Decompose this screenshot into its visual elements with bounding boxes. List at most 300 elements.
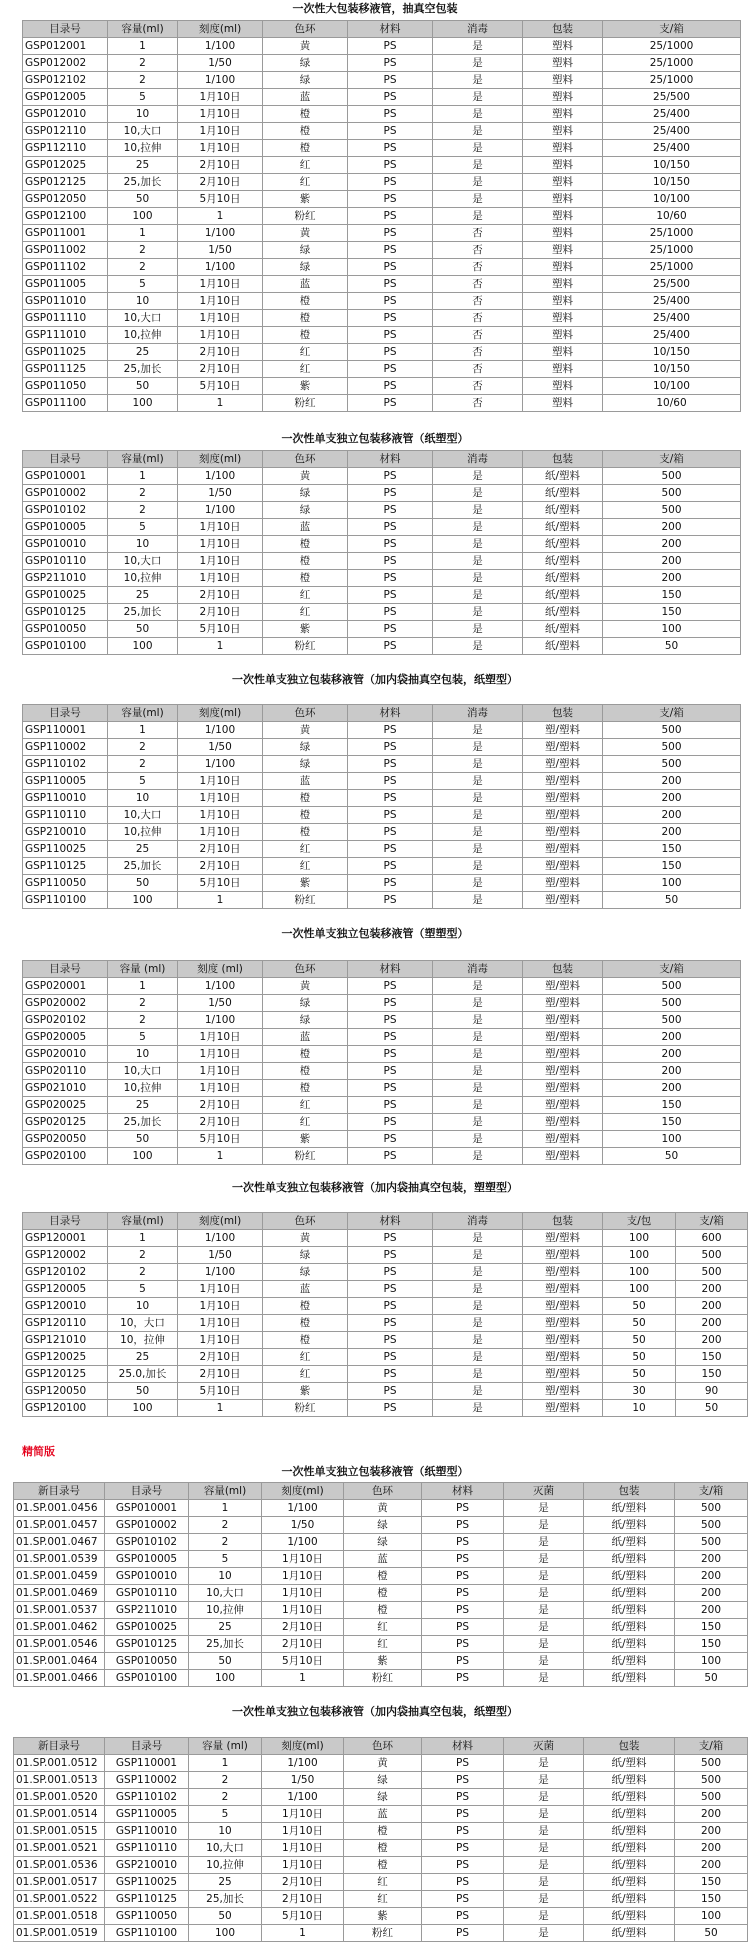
table-row (23, 1247, 748, 1264)
table-cell: PS (348, 773, 433, 790)
table-row (23, 519, 741, 536)
table-cell: 塑/塑料 (523, 1264, 603, 1281)
table-cell: 是 (433, 1400, 523, 1417)
table-cell: 200 (676, 1315, 748, 1332)
table-cell: 1月10日 (178, 1298, 263, 1315)
table-cell: 是 (433, 790, 523, 807)
table-cell: GSP012010 (23, 106, 108, 123)
section-title: 一次性单支独立包装移液管（加内袋抽真空包装，纸塑型） (232, 1705, 518, 1718)
table-cell: 1月10日 (178, 790, 263, 807)
table-cell: 红 (344, 1874, 422, 1891)
table-cell: PS (348, 536, 433, 553)
table-cell: 红 (263, 1366, 348, 1383)
table-cell: 纸/塑料 (584, 1568, 675, 1585)
table-row (23, 1332, 748, 1349)
table-cell: 150 (603, 841, 741, 858)
section-title: 一次性单支独立包装移液管（纸塑型） (281, 1465, 469, 1478)
table-cell: 橙 (263, 140, 348, 157)
table-cell: 1月10日 (178, 570, 263, 587)
table-cell: 25/400 (603, 310, 741, 327)
table-cell: 红 (263, 344, 348, 361)
table-cell: 塑料 (523, 174, 603, 191)
table-cell: 是 (504, 1874, 584, 1891)
table-cell: 塑/塑料 (523, 1281, 603, 1298)
table-cell: 否 (433, 310, 523, 327)
table-cell: 2 (108, 1247, 178, 1264)
table-cell: 10,拉伸 (189, 1857, 262, 1874)
table-cell: 10 (108, 1046, 178, 1063)
table-row (23, 55, 741, 72)
table-cell: 是 (433, 621, 523, 638)
table-cell: 否 (433, 276, 523, 293)
column-header: 目录号 (23, 705, 108, 722)
table-cell: 粉红 (263, 1148, 348, 1165)
table-cell: 500 (603, 1012, 741, 1029)
table-cell: 纸/塑料 (584, 1891, 675, 1908)
table-cell: GSP011100 (23, 395, 108, 412)
table-cell: 1 (108, 225, 178, 242)
table-cell: 200 (675, 1585, 748, 1602)
table-cell: 是 (433, 1097, 523, 1114)
column-header: 刻度(ml) (178, 1213, 263, 1230)
table-cell: 1/100 (178, 1264, 263, 1281)
table-row (14, 1500, 748, 1517)
table-row (23, 1080, 741, 1097)
table-row (23, 824, 741, 841)
table-cell: 01.SP.001.0512 (14, 1755, 105, 1772)
table-cell: 1 (178, 1148, 263, 1165)
table-row (23, 1383, 748, 1400)
table-cell: 5月10日 (262, 1653, 344, 1670)
table-cell: 是 (504, 1619, 584, 1636)
table-cell: 否 (433, 293, 523, 310)
table-cell: GSP011025 (23, 344, 108, 361)
table-cell: 1/50 (178, 55, 263, 72)
table-cell: 纸/塑料 (584, 1551, 675, 1568)
table-cell: 纸/塑料 (523, 570, 603, 587)
table-cell: 200 (675, 1840, 748, 1857)
table-cell: PS (422, 1823, 504, 1840)
table-cell: 纸/塑料 (523, 519, 603, 536)
table-row (23, 553, 741, 570)
table-row (23, 739, 741, 756)
column-header: 支/箱 (675, 1483, 748, 1500)
table-cell: 500 (675, 1772, 748, 1789)
table-row (14, 1636, 748, 1653)
table-cell: 500 (676, 1247, 748, 1264)
table-cell: 塑料 (523, 72, 603, 89)
table-row (23, 123, 741, 140)
table-row (14, 1857, 748, 1874)
table-cell: PS (348, 553, 433, 570)
table-cell: GSP020010 (23, 1046, 108, 1063)
table-row (14, 1619, 748, 1636)
table-cell: GSP011005 (23, 276, 108, 293)
table-cell: 10,拉伸 (108, 570, 178, 587)
table-cell: GSP011010 (23, 293, 108, 310)
table-cell: 塑/塑料 (523, 1315, 603, 1332)
table-cell: 橙 (263, 310, 348, 327)
table-cell: 塑料 (523, 378, 603, 395)
table-row (14, 1823, 748, 1840)
table-cell: 是 (433, 1349, 523, 1366)
table-cell: 10,大口 (108, 310, 178, 327)
table-cell: 10/150 (603, 174, 741, 191)
table-cell: 1/100 (178, 225, 263, 242)
table-cell: 塑料 (523, 327, 603, 344)
table-cell: 是 (433, 1063, 523, 1080)
table-cell: 塑/塑料 (523, 824, 603, 841)
table-cell: 10 (108, 536, 178, 553)
table-cell: GSP111010 (23, 327, 108, 344)
table-cell: 纸/塑料 (584, 1755, 675, 1772)
table-cell: 2月10日 (178, 587, 263, 604)
column-header: 材料 (348, 961, 433, 978)
table-cell: PS (348, 1383, 433, 1400)
table-cell: 500 (603, 485, 741, 502)
table-cell: 蓝 (263, 276, 348, 293)
table-cell: 150 (675, 1619, 748, 1636)
table-cell: 1 (108, 978, 178, 995)
table-cell: 紫 (263, 378, 348, 395)
table-cell: 5 (108, 89, 178, 106)
table-cell: PS (348, 123, 433, 140)
table-cell: 200 (603, 553, 741, 570)
table-cell: GSP120005 (23, 1281, 108, 1298)
table-cell: 500 (603, 722, 741, 739)
table-cell: 150 (603, 858, 741, 875)
table-cell: 橙 (263, 790, 348, 807)
catalog-table (22, 1212, 748, 1417)
table-cell: 橙 (263, 1063, 348, 1080)
table-cell: 1月10日 (178, 1332, 263, 1349)
table-cell: 25/1000 (603, 38, 741, 55)
table-cell: PS (422, 1840, 504, 1857)
table-cell: 1月10日 (178, 536, 263, 553)
table-cell: 25/1000 (603, 55, 741, 72)
table-cell: 2月10日 (262, 1619, 344, 1636)
column-header: 支/箱 (603, 961, 741, 978)
table-cell: PS (422, 1806, 504, 1823)
table-header-row (23, 705, 741, 722)
table-cell: 50 (603, 1315, 676, 1332)
table-cell: GSP010125 (23, 604, 108, 621)
table-cell: 是 (433, 72, 523, 89)
table-cell: 1月10日 (178, 293, 263, 310)
table-row (14, 1840, 748, 1857)
table-cell: 否 (433, 395, 523, 412)
table-cell: 10 (108, 1298, 178, 1315)
table-row (14, 1568, 748, 1585)
column-header: 色环 (263, 705, 348, 722)
table-cell: 150 (675, 1891, 748, 1908)
table-cell: 橙 (344, 1585, 422, 1602)
table-cell: 橙 (263, 1332, 348, 1349)
table-cell: 橙 (263, 1315, 348, 1332)
table-cell: GSP211010 (23, 570, 108, 587)
table-row (23, 1148, 741, 1165)
table-cell: 蓝 (263, 1281, 348, 1298)
table-cell: 塑/塑料 (523, 1114, 603, 1131)
table-cell: PS (422, 1602, 504, 1619)
table-cell: PS (348, 1332, 433, 1349)
table-cell: 150 (675, 1874, 748, 1891)
table-cell: 5月10日 (178, 191, 263, 208)
table-cell: 是 (433, 739, 523, 756)
table-cell: 200 (603, 824, 741, 841)
table-cell: PS (348, 978, 433, 995)
table-cell: PS (348, 1029, 433, 1046)
table-cell: 纸/塑料 (523, 604, 603, 621)
table-cell: 塑/塑料 (523, 1247, 603, 1264)
table-cell: 10,大口 (189, 1840, 262, 1857)
table-cell: 200 (675, 1568, 748, 1585)
table-cell: 1月10日 (178, 310, 263, 327)
table-cell: GSP012001 (23, 38, 108, 55)
table-cell: 100 (675, 1908, 748, 1925)
table-cell: 1 (178, 638, 263, 655)
table-cell: 1/100 (178, 756, 263, 773)
table-cell: GSP011050 (23, 378, 108, 395)
column-header: 刻度 (ml) (178, 961, 263, 978)
table-cell: 10/150 (603, 157, 741, 174)
table-cell: 1月10日 (178, 140, 263, 157)
table-cell: PS (348, 604, 433, 621)
column-header: 目录号 (105, 1738, 189, 1755)
table-cell: 是 (433, 858, 523, 875)
table-cell: 塑/塑料 (523, 1063, 603, 1080)
table-cell: 黄 (344, 1755, 422, 1772)
table-cell: 塑料 (523, 361, 603, 378)
table-cell: 橙 (344, 1840, 422, 1857)
table-cell: 是 (433, 892, 523, 909)
table-cell: 纸/塑料 (584, 1908, 675, 1925)
table-cell: PS (348, 1063, 433, 1080)
table-cell: PS (348, 1114, 433, 1131)
table-cell: 塑/塑料 (523, 1383, 603, 1400)
table-cell: 200 (676, 1281, 748, 1298)
table-cell: 纸/塑料 (584, 1619, 675, 1636)
table-cell: 1 (178, 208, 263, 225)
table-row (14, 1806, 748, 1823)
table-cell: 蓝 (263, 519, 348, 536)
column-header: 包装 (584, 1738, 675, 1755)
table-cell: 25/1000 (603, 242, 741, 259)
table-cell: PS (348, 191, 433, 208)
table-row (23, 1281, 748, 1298)
table-header-row (23, 1213, 748, 1230)
table-cell: 塑/塑料 (523, 756, 603, 773)
table-cell: 2 (189, 1789, 262, 1806)
table-cell: 1/50 (262, 1517, 344, 1534)
table-cell: 1/100 (178, 978, 263, 995)
table-cell: 是 (433, 638, 523, 655)
table-cell: PS (348, 38, 433, 55)
table-cell: 10,大口 (108, 123, 178, 140)
table-cell: 50 (675, 1670, 748, 1687)
table-cell: 1月10日 (262, 1857, 344, 1874)
table-row (23, 858, 741, 875)
table-cell: 塑/塑料 (523, 1029, 603, 1046)
table-cell: 10,大口 (108, 553, 178, 570)
table-cell: 绿 (263, 1247, 348, 1264)
table-cell: 蓝 (263, 89, 348, 106)
table-cell: 01.SP.001.0517 (14, 1874, 105, 1891)
table-cell: 2 (108, 55, 178, 72)
table-cell: 1/100 (262, 1755, 344, 1772)
table-cell: 1 (108, 722, 178, 739)
column-header: 目录号 (23, 451, 108, 468)
table-cell: 橙 (344, 1602, 422, 1619)
table-cell: 红 (263, 1114, 348, 1131)
table-cell: 1/100 (178, 1230, 263, 1247)
column-header: 目录号 (105, 1483, 189, 1500)
table-cell: 10 (108, 106, 178, 123)
table-cell: 10,大口 (108, 1063, 178, 1080)
table-cell: 绿 (344, 1534, 422, 1551)
table-cell: 橙 (344, 1857, 422, 1874)
table-row (23, 638, 741, 655)
table-cell: 200 (603, 773, 741, 790)
table-cell: 塑料 (523, 38, 603, 55)
table-cell: 塑/塑料 (523, 1332, 603, 1349)
table-cell: GSP120110 (23, 1315, 108, 1332)
section-title: 一次性单支独立包装移液管（加内袋抽真空包装，纸塑型） (232, 673, 518, 686)
table-cell: 1/50 (178, 1247, 263, 1264)
table-cell: GSP010100 (23, 638, 108, 655)
table-cell: PS (422, 1517, 504, 1534)
column-header: 目录号 (23, 1213, 108, 1230)
table-cell: 2 (108, 502, 178, 519)
table-cell: GSP011125 (23, 361, 108, 378)
table-cell: GSP110102 (105, 1789, 189, 1806)
table-cell: 是 (504, 1908, 584, 1925)
table-cell: 200 (676, 1332, 748, 1349)
column-header: 容量(ml) (108, 451, 178, 468)
table-cell: PS (348, 242, 433, 259)
table-cell: PS (348, 1080, 433, 1097)
table-cell: 塑/塑料 (523, 790, 603, 807)
table-row (23, 208, 741, 225)
column-header: 支/箱 (675, 1738, 748, 1755)
table-cell: 5 (189, 1806, 262, 1823)
table-cell: GSP110010 (105, 1823, 189, 1840)
table-cell: 1/100 (262, 1789, 344, 1806)
table-cell: 01.SP.001.0546 (14, 1636, 105, 1653)
table-cell: GSP110005 (105, 1806, 189, 1823)
table-cell: 1月10日 (178, 1315, 263, 1332)
table-cell: 100 (189, 1925, 262, 1942)
table-cell: 2 (108, 242, 178, 259)
table-cell: 是 (433, 106, 523, 123)
table-cell: PS (348, 1230, 433, 1247)
column-header: 支/箱 (603, 705, 741, 722)
table-cell: 10，大口 (108, 1315, 178, 1332)
table-row (14, 1755, 748, 1772)
column-header: 材料 (422, 1483, 504, 1500)
table-cell: 绿 (263, 502, 348, 519)
table-cell: 1 (108, 468, 178, 485)
table-cell: 红 (344, 1619, 422, 1636)
table-cell: 01.SP.001.0467 (14, 1534, 105, 1551)
table-cell: GSP010001 (23, 468, 108, 485)
column-header: 容量 (ml) (108, 961, 178, 978)
table-row (14, 1585, 748, 1602)
table-row (23, 995, 741, 1012)
table-cell: 橙 (263, 1046, 348, 1063)
table-row (23, 1298, 748, 1315)
table-cell: 是 (433, 1029, 523, 1046)
table-cell: 01.SP.001.0457 (14, 1517, 105, 1534)
table-cell: 10，拉伸 (108, 1332, 178, 1349)
table-cell: PS (348, 1148, 433, 1165)
table-cell: PS (422, 1772, 504, 1789)
column-header: 包装 (523, 21, 603, 38)
table-cell: 纸/塑料 (523, 553, 603, 570)
table-cell: GSP010001 (105, 1500, 189, 1517)
table-cell: 10/60 (603, 395, 741, 412)
column-header: 容量(ml) (189, 1483, 262, 1500)
table-cell: 90 (676, 1383, 748, 1400)
table-cell: GSP010050 (23, 621, 108, 638)
table-cell: 50 (603, 1366, 676, 1383)
column-header: 材料 (348, 451, 433, 468)
table-cell: 25/400 (603, 293, 741, 310)
table-row (23, 259, 741, 276)
table-cell: PS (348, 344, 433, 361)
table-cell: 是 (433, 123, 523, 140)
table-cell: 01.SP.001.0518 (14, 1908, 105, 1925)
table-header-row (14, 1483, 748, 1500)
table-cell: 5 (108, 1029, 178, 1046)
table-cell: 是 (504, 1636, 584, 1653)
table-cell: 塑/塑料 (523, 1349, 603, 1366)
table-cell: 1月10日 (178, 1080, 263, 1097)
table-cell: 是 (433, 722, 523, 739)
catalog-table (22, 20, 741, 412)
table-cell: 500 (675, 1789, 748, 1806)
table-cell: 100 (603, 1230, 676, 1247)
table-cell: 纸/塑料 (523, 587, 603, 604)
table-cell: 纸/塑料 (584, 1823, 675, 1840)
table-cell: 塑料 (523, 123, 603, 140)
table-row (23, 468, 741, 485)
table-cell: PS (422, 1568, 504, 1585)
table-cell: 是 (504, 1534, 584, 1551)
table-cell: 1 (178, 892, 263, 909)
table-cell: 10,拉伸 (108, 140, 178, 157)
table-cell: 10,大口 (108, 807, 178, 824)
table-cell: 1 (178, 395, 263, 412)
table-cell: 100 (108, 395, 178, 412)
table-cell: 是 (433, 1315, 523, 1332)
table-cell: 是 (433, 807, 523, 824)
table-cell: PS (422, 1585, 504, 1602)
table-row (14, 1789, 748, 1806)
table-row (23, 604, 741, 621)
table-cell: 纸/塑料 (584, 1517, 675, 1534)
table-cell: 是 (504, 1840, 584, 1857)
table-cell: 是 (433, 502, 523, 519)
table-cell: 是 (433, 1131, 523, 1148)
table-row (23, 570, 741, 587)
table-cell: 200 (603, 1063, 741, 1080)
column-header: 包装 (523, 961, 603, 978)
table-cell: 25 (189, 1619, 262, 1636)
table-cell: 1月10日 (262, 1840, 344, 1857)
table-cell: 25,加长 (189, 1891, 262, 1908)
table-row (23, 157, 741, 174)
